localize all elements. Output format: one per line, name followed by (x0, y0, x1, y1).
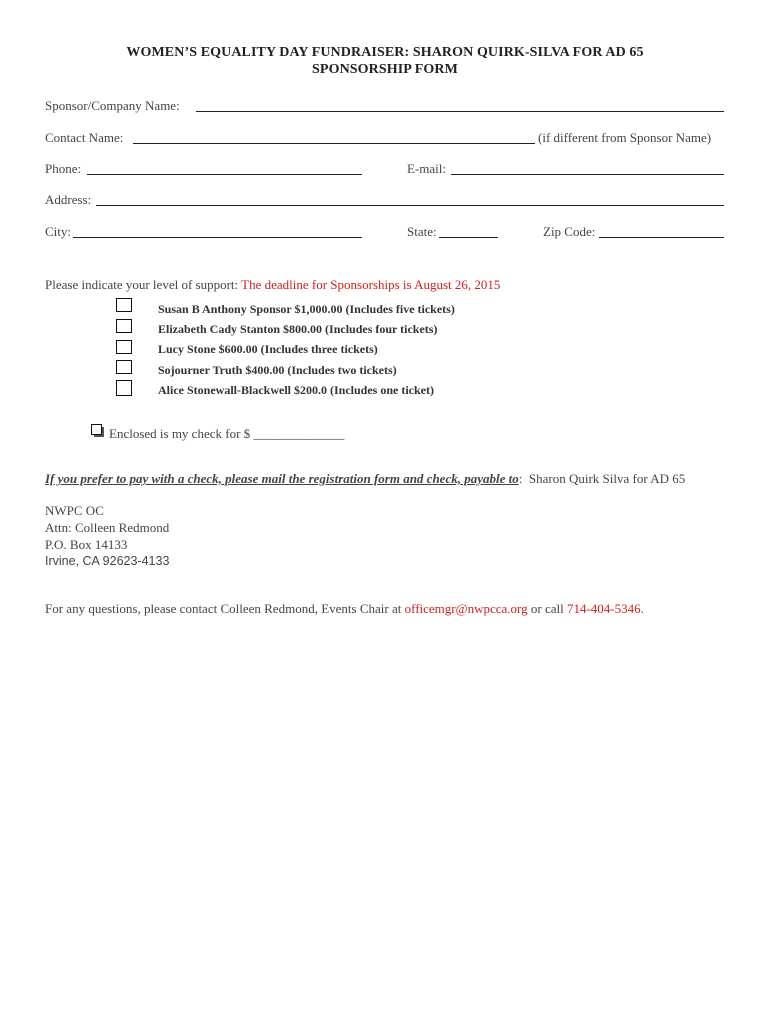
level-2-checkbox[interactable] (116, 319, 132, 333)
level-1-label: Susan B Anthony Sponsor $1,000.00 (Includes five tickets) (158, 302, 455, 316)
payment-instruction-text: If you prefer to pay with a check, please mail the registration form and check, payable to (45, 471, 519, 486)
payment-separator: : (518, 471, 523, 486)
contact-name-note: (if different from Sponsor Name) (538, 130, 712, 145)
form-subtitle: SPONSORSHIP FORM (312, 62, 458, 77)
contact-prefix: For any questions, please contact Colleen Redmond, Events Chair at (45, 601, 402, 616)
zip-label: Zip Code: (543, 224, 596, 239)
state-label: State: (407, 224, 437, 239)
level-2-label: Elizabeth Cady Stanton $800.00 (Includes four tickets) (158, 322, 438, 336)
payee-name: Sharon Quirk Silva for AD 65 (528, 471, 686, 486)
form-title: WOMEN’S EQUALITY DAY FUNDRAISER: SHARON QUIRK-SILVA FOR AD 65 (126, 45, 644, 60)
enclosed-checkbox-icon[interactable] (91, 424, 105, 438)
city-label: City: (45, 224, 72, 239)
support-prompt (45, 277, 500, 293)
enclosed-check-label: Enclosed is my check for $ ______________ (109, 426, 345, 441)
level-3-label: Lucy Stone $600.00 (Includes three tickets) (158, 342, 378, 356)
payment-instruction (45, 471, 685, 487)
email-label: E-mail: (407, 161, 446, 176)
contact-name-field[interactable] (133, 143, 535, 144)
phone-field[interactable] (87, 174, 362, 175)
mailing-address-line2: Attn: Colleen Redmond (45, 520, 170, 535)
contact-middle: or call (530, 601, 564, 616)
mailing-address-line3: P.O. Box 14133 (45, 537, 128, 552)
sponsor-name-field[interactable] (196, 111, 724, 112)
level-5-checkbox[interactable] (116, 380, 132, 396)
deadline-notice: The deadline for Sponsorships is August 26, 2015 (241, 277, 501, 292)
level-4-label: Sojourner Truth $400.00 (Includes two tickets) (158, 363, 397, 377)
state-field[interactable] (439, 237, 498, 238)
mailing-address-line4: Irvine, CA 92623-4133 (45, 554, 170, 568)
city-field[interactable] (73, 237, 362, 238)
level-1-checkbox[interactable] (116, 298, 132, 312)
address-label: Address: (45, 192, 92, 207)
address-field[interactable] (96, 205, 724, 206)
email-field[interactable] (451, 174, 724, 175)
contact-name-label: Contact Name: (45, 130, 124, 145)
contact-line (45, 601, 644, 617)
sponsor-name-label: Sponsor/Company Name: (45, 98, 180, 113)
mailing-address-line1: NWPC OC (45, 503, 104, 518)
level-5-label: Alice Stonewall-Blackwell $200.0 (Includes one ticket) (158, 383, 434, 397)
contact-phone-link[interactable]: 714-404-5346. (566, 601, 644, 616)
support-prompt-text: Please indicate your level of support: (45, 277, 239, 292)
contact-email-link[interactable]: officemgr@nwpcca.org (404, 601, 528, 616)
level-4-checkbox[interactable] (116, 360, 132, 374)
level-3-checkbox[interactable] (116, 340, 132, 354)
zip-field[interactable] (599, 237, 724, 238)
phone-label: Phone: (45, 161, 82, 176)
